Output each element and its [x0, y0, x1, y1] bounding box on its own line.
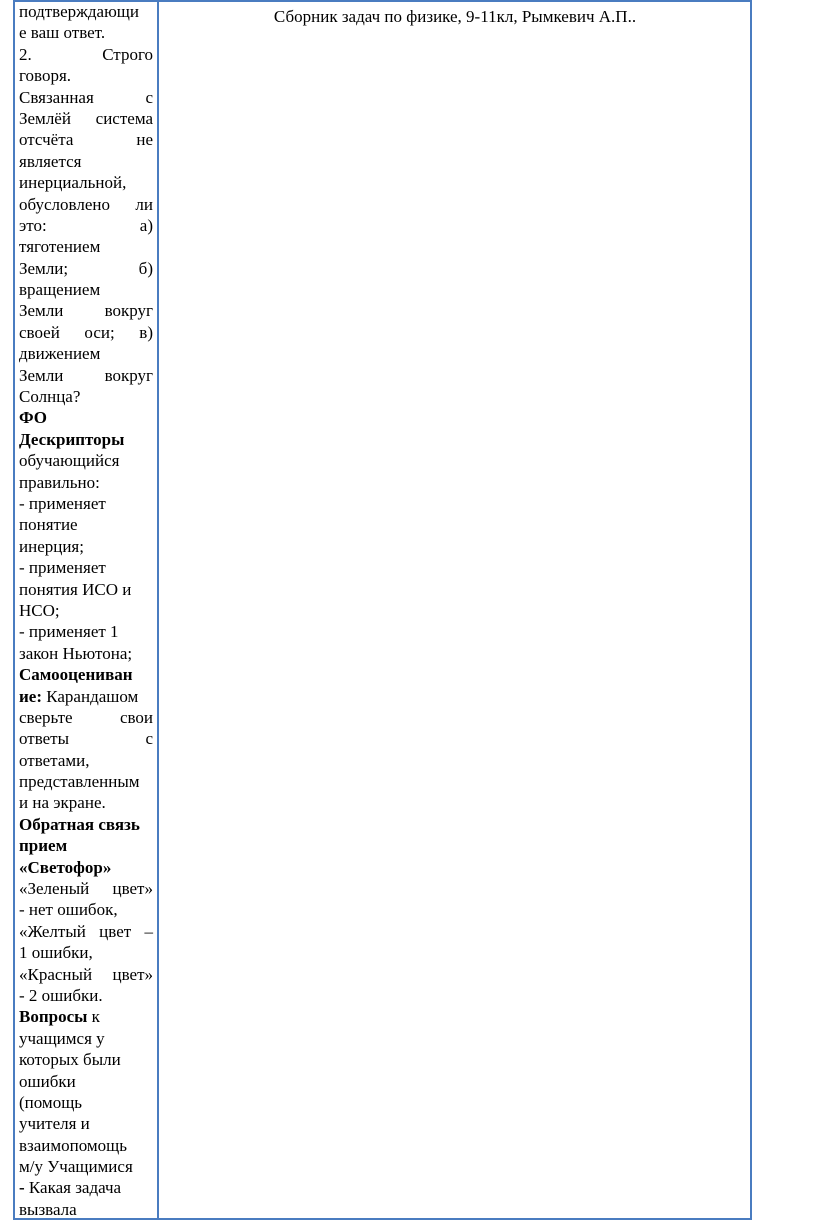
text-line-main: инерциальной,	[19, 173, 127, 193]
text-line	[19, 600, 153, 621]
text-line-main: «Зеленый цвет»	[19, 879, 153, 899]
text-line	[19, 1049, 153, 1070]
text-line-main: «Красный цвет»	[19, 964, 153, 984]
text-line-main: НСО;	[19, 600, 60, 620]
text-line	[19, 536, 153, 557]
text-line	[19, 108, 153, 129]
text-line	[19, 429, 153, 450]
text-line-main: - применяет	[19, 558, 106, 578]
text-line	[19, 279, 153, 300]
text-line-main: - нет ошибок,	[19, 900, 118, 920]
text-line-main: м/у Учащимися	[19, 1157, 133, 1177]
text-line	[19, 664, 153, 685]
text-line-main: взаимопомощь	[19, 1135, 128, 1155]
text-line	[19, 1177, 153, 1198]
text-line-main: закон Ньютона;	[19, 643, 133, 663]
text-line	[19, 1092, 153, 1113]
text-line	[19, 728, 153, 749]
text-line-main: инерция;	[19, 536, 84, 556]
text-line	[19, 65, 153, 86]
text-line	[19, 1156, 153, 1177]
text-line	[19, 258, 153, 279]
text-line-main: е ваш ответ.	[19, 23, 106, 43]
text-line	[19, 300, 153, 321]
text-line-main: Обратная связь	[19, 814, 140, 834]
left-cell-text	[19, 1, 153, 1220]
text-line-main: тяготением	[19, 237, 101, 257]
text-line-main: ие:	[19, 686, 43, 706]
text-line	[19, 792, 153, 813]
text-line-main: - 2 ошибки.	[19, 985, 103, 1005]
text-line-main: ответами,	[19, 750, 90, 770]
text-line-suffix: Какая задача	[24, 1178, 122, 1198]
text-line-main: вращением	[19, 280, 101, 300]
text-line	[19, 557, 153, 578]
text-line	[19, 322, 153, 343]
text-line	[19, 621, 153, 642]
text-line	[19, 44, 153, 65]
text-line-main: Связанная с	[19, 87, 153, 107]
text-line-main: Земли вокруг	[19, 365, 153, 385]
text-line-main: говоря.	[19, 66, 72, 86]
text-line	[19, 236, 153, 257]
text-line-main: учащимся у	[19, 1028, 105, 1048]
text-line	[19, 215, 153, 236]
text-line-main: 1 ошибки,	[19, 943, 93, 963]
text-line-main: Земли вокруг	[19, 301, 153, 321]
text-line-main: - применяет 1	[19, 622, 119, 642]
text-line-main: подтверждающи	[19, 2, 139, 21]
text-line	[19, 386, 153, 407]
text-line-main: своей оси; в)	[19, 322, 153, 342]
text-line-main: - применяет	[19, 493, 106, 513]
text-line	[19, 514, 153, 535]
text-line	[19, 899, 153, 920]
text-line	[19, 1113, 153, 1134]
text-line-main: ответы с	[19, 729, 153, 749]
text-line	[19, 643, 153, 664]
text-line	[19, 1, 153, 22]
text-line	[19, 707, 153, 728]
text-line	[19, 1199, 153, 1220]
text-line	[19, 87, 153, 108]
text-line	[19, 1006, 153, 1027]
text-line	[19, 407, 153, 428]
text-line	[19, 194, 153, 215]
text-line	[19, 129, 153, 150]
text-line-main: ошибки	[19, 1071, 76, 1091]
text-line	[19, 450, 153, 471]
text-line-main: «Желтый цвет –	[19, 921, 153, 941]
text-line	[19, 857, 153, 878]
text-line-main: Солнца?	[19, 387, 81, 407]
text-line	[19, 1135, 153, 1156]
text-line-main: и на экране.	[19, 793, 106, 813]
text-line-main: Дескрипторы	[19, 429, 125, 449]
text-line	[19, 493, 153, 514]
text-line	[19, 1028, 153, 1049]
text-line-main: обусловлено ли	[19, 194, 153, 214]
text-line-main: (помощь	[19, 1092, 83, 1112]
text-line-main: движением	[19, 344, 101, 364]
text-line-main: Вопросы	[19, 1007, 88, 1027]
text-line	[19, 942, 153, 963]
text-line-main: ФО	[19, 408, 48, 428]
text-line	[19, 878, 153, 899]
text-line	[19, 985, 153, 1006]
text-line-main: понятия ИСО и	[19, 579, 132, 599]
right-cell-title: Сборник задач по физике, 9-11кл, Рымкевич А.П..	[273, 7, 637, 26]
text-line	[19, 343, 153, 364]
text-line-main: является	[19, 151, 82, 171]
text-line-main: сверьте свои	[19, 707, 153, 727]
text-line	[19, 151, 153, 172]
text-line-main: отсчёта не	[19, 130, 153, 150]
text-line	[19, 771, 153, 792]
text-line	[19, 750, 153, 771]
text-line-main: правильно:	[19, 472, 100, 492]
text-line-main: Земли; б)	[19, 258, 153, 278]
text-line	[19, 1071, 153, 1092]
text-line-suffix: к	[87, 1007, 100, 1027]
text-line-main: «Светофор»	[19, 857, 112, 877]
text-line-main: обучающийся	[19, 451, 120, 471]
text-line	[19, 472, 153, 493]
text-line-suffix: Карандашом	[42, 686, 139, 706]
text-line-main: понятие	[19, 515, 78, 535]
right-cell	[159, 0, 752, 1220]
text-line-main: Землёй система	[19, 108, 153, 128]
text-line	[19, 579, 153, 600]
text-line-main: Самооцениван	[19, 665, 133, 685]
text-line	[19, 921, 153, 942]
text-line-main: вызвала	[19, 1199, 77, 1219]
text-line-main: учителя и	[19, 1114, 90, 1134]
text-line	[19, 22, 153, 43]
text-line	[19, 835, 153, 856]
text-line-main: -	[19, 1178, 25, 1198]
text-line	[19, 365, 153, 386]
text-line-main: которых были	[19, 1050, 121, 1070]
text-line-main: 2. Строго	[19, 44, 153, 64]
text-line-main: прием	[19, 836, 68, 856]
text-line-main: представленным	[19, 772, 140, 792]
text-line	[19, 964, 153, 985]
text-line	[19, 686, 153, 707]
text-line	[19, 172, 153, 193]
text-line	[19, 814, 153, 835]
text-line-main: это: а)	[19, 215, 153, 235]
